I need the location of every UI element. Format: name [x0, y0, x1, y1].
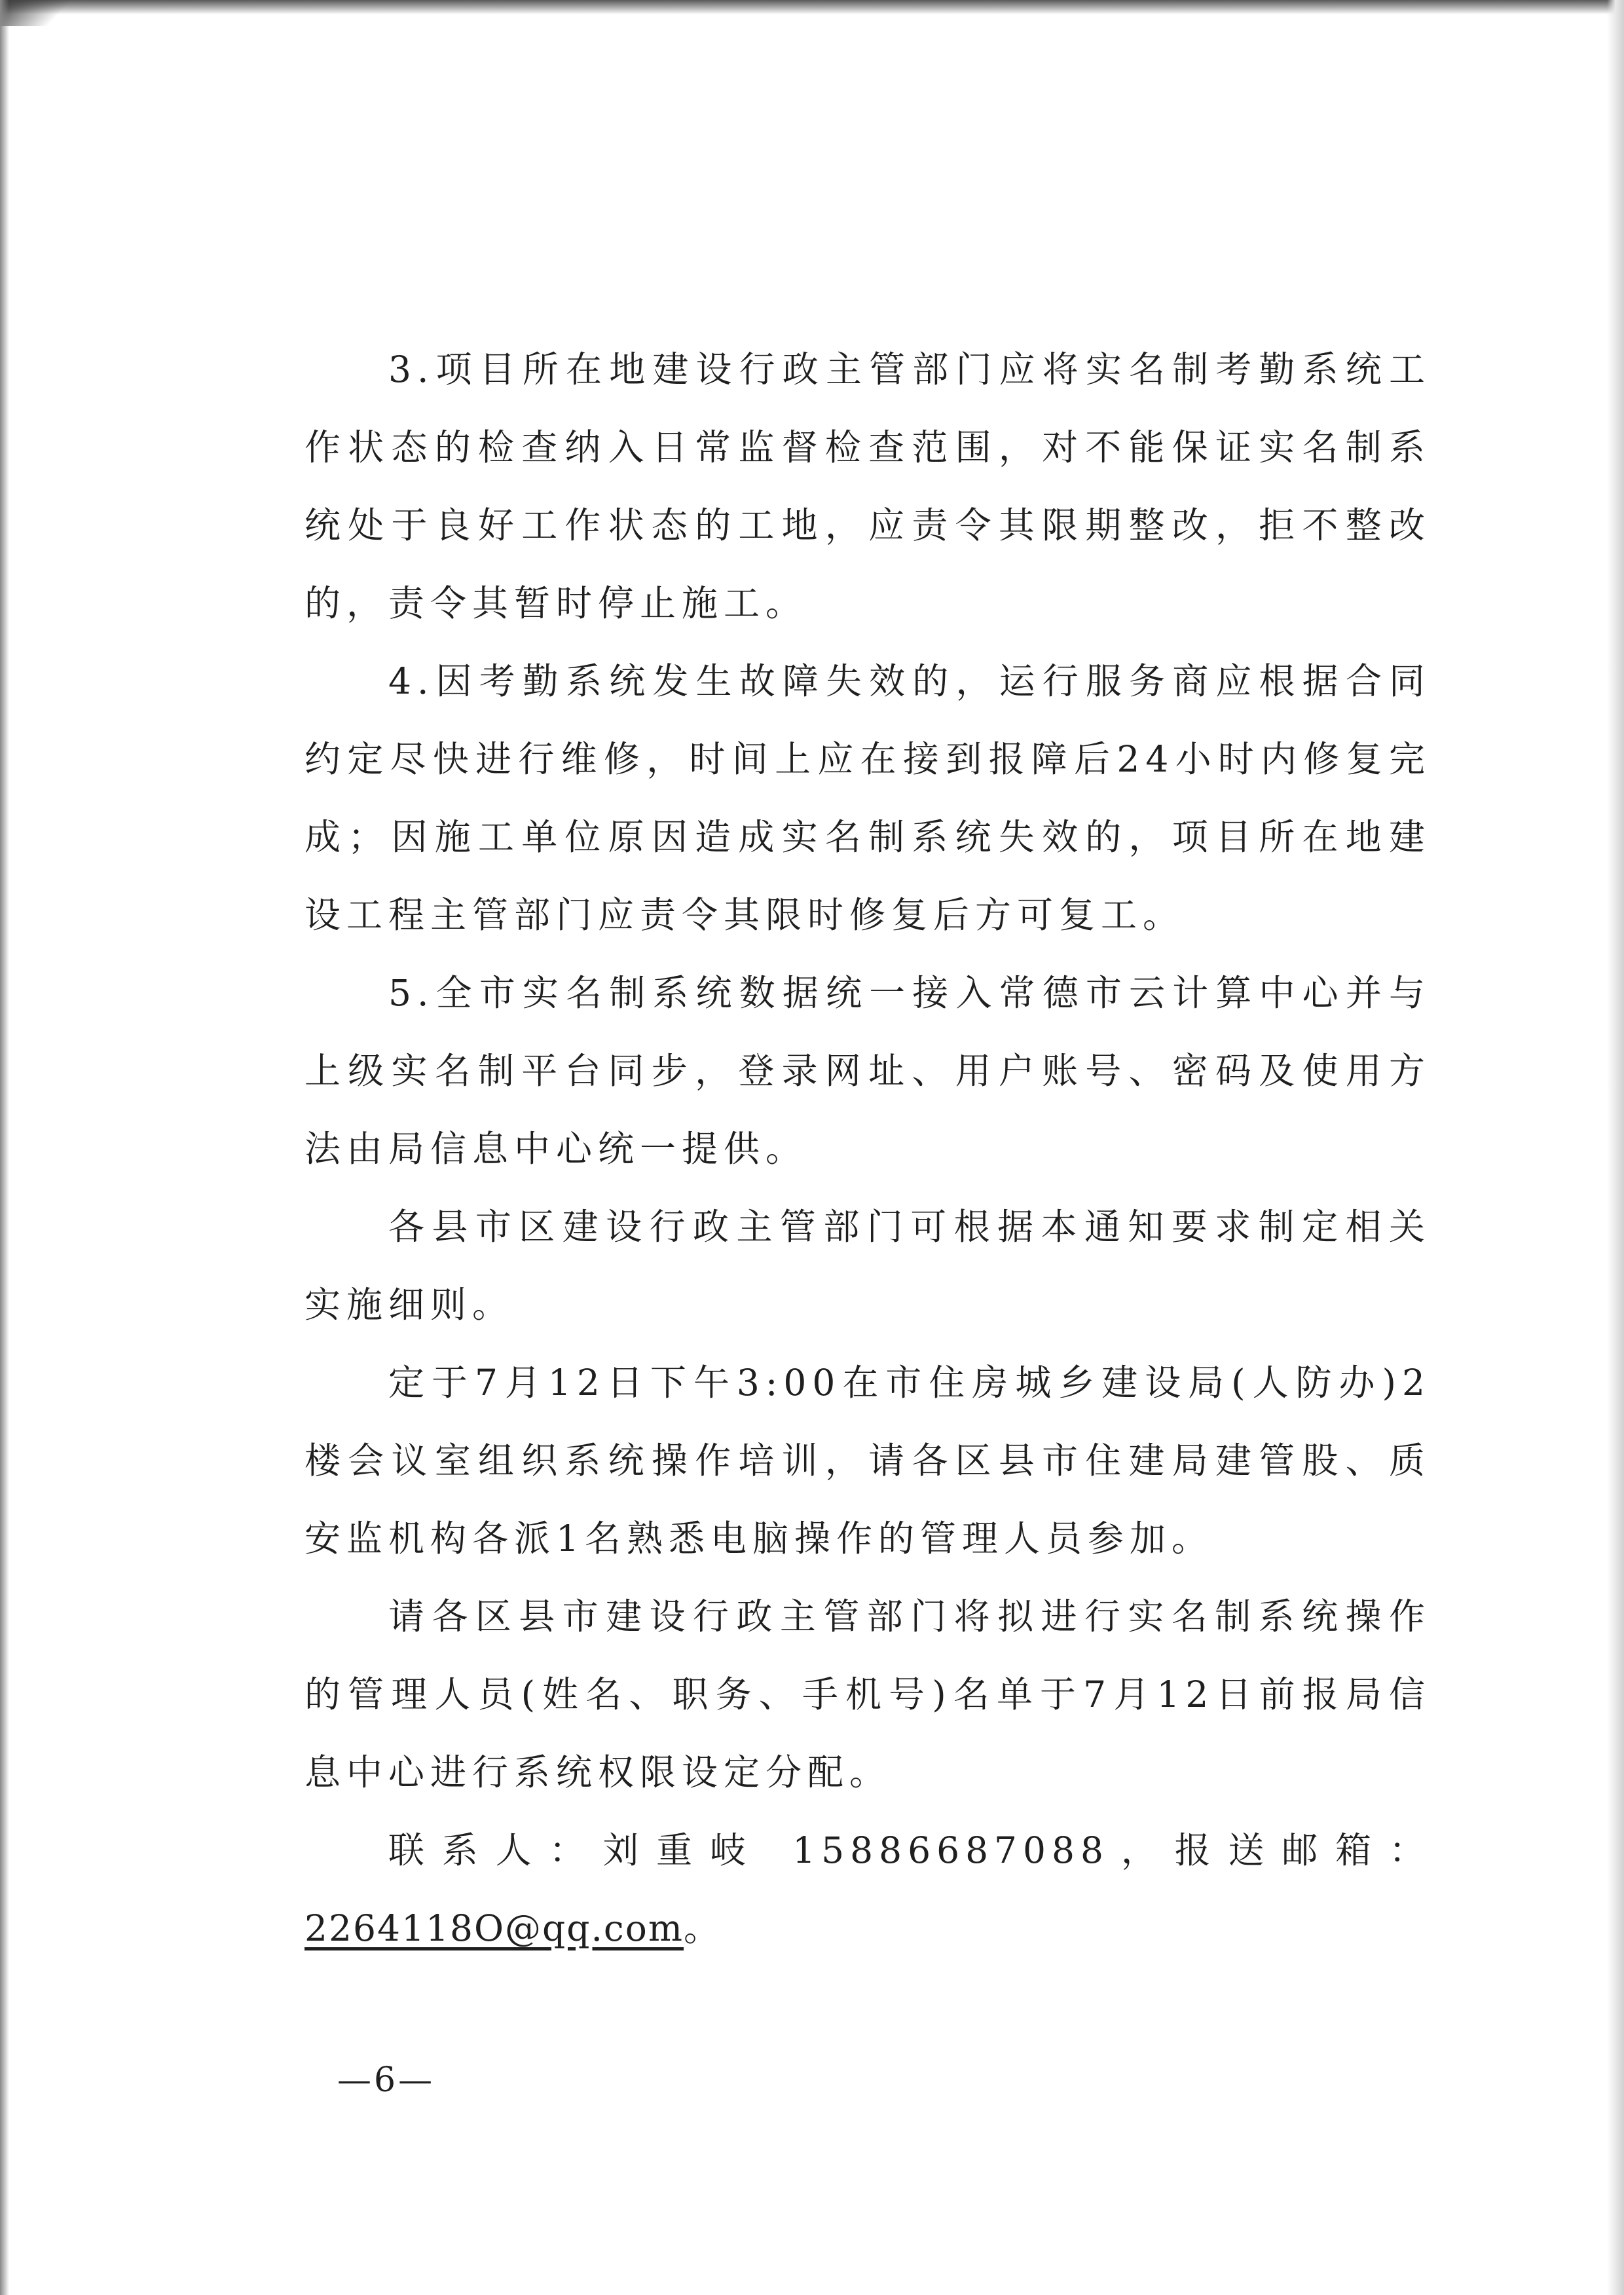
- scan-edge-right: [1607, 0, 1624, 2295]
- paragraph-item-5: 5.全市实名制系统数据统一接入常德市云计算中心并与上级实名制平台同步，登录网址、用户账号、密码及使用方法由局信息中心统一提供。: [304, 972, 1431, 1170]
- contact-ending: 。: [684, 1907, 726, 1949]
- paragraph-training-notice: 定于7月12日下午3:00在市住房城乡建设局(人防办)2楼会议室组织系统操作培训，请各区县市住建局建管股、质安监机构各派1名熟悉电脑操作的管理人员参加。: [304, 1362, 1431, 1559]
- contact-label: 联系人：刘重岐 15886687088，报送邮箱：: [388, 1829, 1431, 1871]
- scan-edge-left: [0, 0, 9, 2295]
- scan-corner: [0, 0, 79, 26]
- scan-edge-top: [0, 0, 1624, 14]
- paragraph-implementation-rules: 各县市区建设行政主管部门可根据本通知要求制定相关实施细则。: [304, 1206, 1431, 1326]
- paragraph-contact: [304, 1812, 1431, 1968]
- paragraph-item-4: 4.因考勤系统发生故障失效的，运行服务商应根据合同约定尽快进行维修，时间上应在接到报障后24小时内修复完成；因施工单位原因造成实名制系统失效的，项目所在地建设工程主管部门应责令其限时修复后方可复工。: [304, 660, 1431, 936]
- paragraph-submission-request: 请各区县市建设行政主管部门将拟进行实名制系统操作的管理人员(姓名、职务、手机号)名单于7月12日前报局信息中心进行系统权限设定分配。: [304, 1595, 1431, 1793]
- paragraph-item-3: 3.项目所在地建设行政主管部门应将实名制考勤系统工作状态的检查纳入日常监督检查范围，对不能保证实名制系统处于良好工作状态的工地，应责令其限期整改，拒不整改的，责令其暂时停止施工。: [304, 348, 1431, 624]
- document-body: [304, 331, 1431, 1968]
- contact-email-link[interactable]: 2264118O@qq.com: [304, 1907, 684, 1949]
- page-number: —6—: [337, 2061, 435, 2100]
